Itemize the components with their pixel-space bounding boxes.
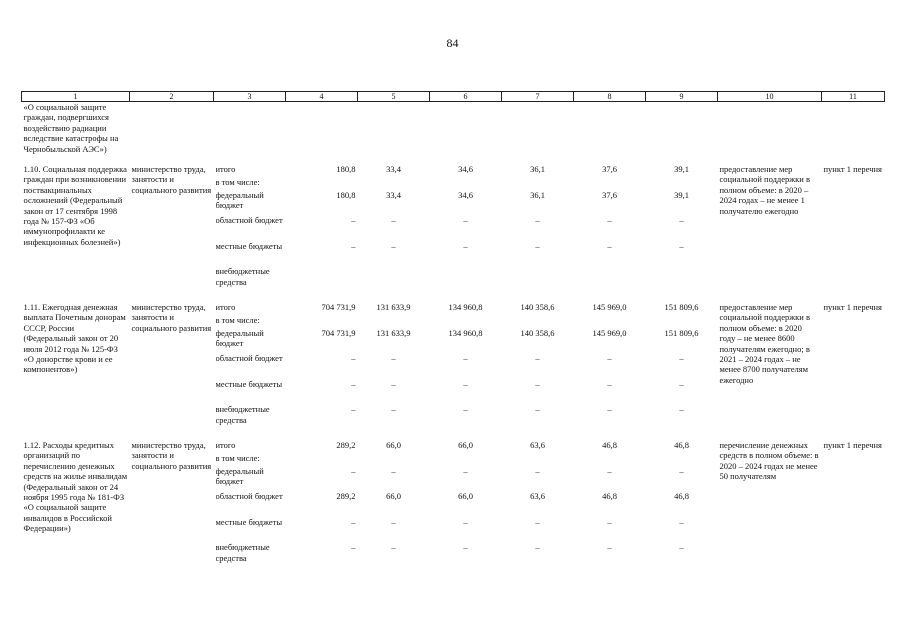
amount-cell	[574, 302, 646, 430]
amount-value: 46,8	[602, 491, 617, 502]
column-number: 9	[646, 92, 718, 102]
amount-value: –	[463, 542, 468, 553]
amount-value: –	[535, 516, 540, 527]
funding-source-label: областной бюджет	[215, 353, 283, 364]
amount-value: –	[535, 240, 540, 251]
amount-value: –	[679, 516, 684, 527]
amount-value: 151 809,6	[664, 327, 699, 338]
measure-name: 1.11. Ежегодная денежная выплата Почетным донорам СССР, России (Федеральный закон от 20 июля 2012 года № 125-ФЗ «О донорстве крови и ее компонентов»)	[23, 302, 126, 375]
amount-value: –	[391, 353, 396, 364]
column-number: 8	[574, 92, 646, 102]
amount-value: –	[463, 240, 468, 251]
amount-value: 63,6	[530, 491, 545, 502]
amount-value: –	[535, 404, 540, 415]
measure-row	[22, 440, 885, 568]
amount-cell	[286, 164, 358, 292]
funding-source-label: областной бюджет	[215, 215, 283, 226]
measure-row	[22, 164, 885, 292]
amount-value: –	[463, 404, 468, 415]
amount-value	[432, 266, 500, 292]
amount-value: 140 358,6	[520, 327, 555, 338]
amount-value	[576, 266, 644, 292]
amount-value	[432, 177, 500, 190]
column-number: 6	[430, 92, 502, 102]
amount-value: –	[463, 465, 468, 476]
column-number: 1	[22, 92, 130, 102]
funding-source-label: федеральный бюджет	[215, 327, 264, 348]
amount-value: –	[679, 404, 684, 415]
amount-value: –	[607, 542, 612, 553]
amount-value: –	[607, 404, 612, 415]
funding-source-labels	[214, 164, 286, 292]
amount-value: –	[351, 404, 356, 415]
continuation-text: «О социальной защите граждан, подвергшихся воздействию радиации вследствие катастрофы на Чернобыльской АЭС»)	[23, 102, 119, 154]
amount-value: –	[535, 542, 540, 553]
amount-value: –	[391, 404, 396, 415]
amount-value: 36,1	[530, 164, 545, 175]
amount-cell	[646, 164, 718, 292]
funding-source-label: местные бюджеты	[215, 378, 283, 389]
amount-cell	[358, 164, 430, 292]
amount-value	[360, 453, 428, 466]
amount-cell	[358, 440, 430, 568]
amount-value: 33,4	[386, 189, 401, 200]
funding-source-label: в том числе:	[215, 314, 260, 325]
amount-value	[288, 266, 356, 292]
column-number: 7	[502, 92, 574, 102]
amount-value: 704 731,9	[321, 302, 356, 312]
funding-source-labels	[214, 440, 286, 568]
amount-value: –	[679, 215, 684, 226]
amount-value	[576, 315, 644, 328]
amount-value: –	[679, 378, 684, 389]
amount-value: –	[351, 465, 356, 476]
amount-cell	[574, 164, 646, 292]
amount-value	[576, 177, 644, 190]
measure-name: 1.12. Расходы кредитных организаций по перечислению денежных средств на жилье инвалидам (Федеральный закон от 24 ноября 1995 года № 181-ФЗ «О социальной защите инвалидов в Российской Федерации»)	[23, 439, 128, 534]
amount-value: 34,6	[458, 189, 473, 200]
funding-source-label: внебюджетные средства	[215, 404, 270, 425]
amount-value	[648, 453, 716, 466]
page-number: 84	[446, 36, 459, 50]
column-number: 5	[358, 92, 430, 102]
amount-value: –	[351, 215, 356, 226]
amount-value	[288, 453, 356, 466]
amount-value: –	[535, 465, 540, 476]
amount-value: –	[607, 215, 612, 226]
funding-source-label: внебюджетные средства	[215, 266, 270, 287]
column-number: 4	[286, 92, 358, 102]
amount-value	[648, 315, 716, 328]
amount-value: 131 633,9	[376, 327, 411, 338]
measure-name: 1.10. Социальная поддержка граждан при возникновении поствакцинальных осложнений (Федеральный закон от 17 сентября 1998 года № 157-ФЗ «Об иммунопрофилакти ке инфекционных болезней»)	[23, 164, 127, 247]
amount-value: 134 960,8	[448, 327, 483, 338]
amount-value: –	[463, 378, 468, 389]
amount-value: –	[535, 215, 540, 226]
amount-value: –	[535, 353, 540, 364]
funding-source-label: местные бюджеты	[215, 240, 283, 251]
amount-cell	[358, 302, 430, 430]
amount-value: 151 809,6	[664, 302, 699, 312]
amount-value: 66,0	[386, 491, 401, 502]
amount-value: –	[391, 516, 396, 527]
amount-value: 46,8	[602, 439, 617, 450]
executor: министерство труда, занятости и социального развития	[131, 164, 212, 195]
funding-source-label: внебюджетные средства	[215, 542, 270, 563]
amount-value: 34,6	[458, 164, 473, 175]
executor: министерство труда, занятости и социального развития	[131, 302, 212, 333]
amount-value: –	[391, 542, 396, 553]
expected-result: предоставление мер социальной поддержки в полном объеме: в 2020 – 2024 годах – не менее 1 получателю ежегодно	[719, 164, 810, 216]
amount-cell	[646, 302, 718, 430]
funding-source-label: в том числе:	[215, 176, 260, 187]
expected-result: предоставление мер социальной поддержки в полном объеме: в 2020 году – не менее 8600 получателям ежегодно; в 2021 – 2024 годах – не менее 8700 получателям ежегодно	[719, 302, 810, 385]
amount-value: 66,0	[458, 439, 473, 450]
funding-source-label: итого	[215, 302, 236, 312]
column-number: 11	[822, 92, 885, 102]
amount-value: –	[463, 353, 468, 364]
funding-source-labels	[214, 302, 286, 430]
amount-value	[576, 453, 644, 466]
amount-value: –	[607, 465, 612, 476]
amount-cell	[502, 302, 574, 430]
amount-value: –	[351, 378, 356, 389]
amount-value: 66,0	[458, 491, 473, 502]
funding-source-label: итого	[215, 164, 236, 175]
amount-value: 46,8	[674, 491, 689, 502]
amount-value	[360, 266, 428, 292]
amount-value	[504, 266, 572, 292]
amount-cell	[430, 440, 502, 568]
amount-value: –	[351, 516, 356, 527]
amount-cell	[574, 440, 646, 568]
amount-value: 289,2	[336, 491, 356, 502]
amount-value: 145 969,0	[592, 302, 627, 312]
funding-source-label: итого	[215, 439, 236, 450]
amount-value: –	[535, 378, 540, 389]
continuation-row	[22, 102, 885, 155]
amount-value: 289,2	[336, 439, 356, 450]
amount-value: –	[351, 542, 356, 553]
column-number: 2	[130, 92, 214, 102]
program-table	[21, 91, 885, 568]
funding-source-label: областной бюджет	[215, 491, 283, 502]
amount-value: –	[351, 240, 356, 251]
funding-source-label: в том числе:	[215, 452, 260, 463]
amount-value: 180,8	[336, 189, 356, 200]
amount-value: 704 731,9	[321, 327, 356, 338]
amount-value: 63,6	[530, 439, 545, 450]
amount-cell	[430, 302, 502, 430]
amount-value: 39,1	[674, 164, 689, 175]
amount-value: –	[679, 240, 684, 251]
amount-value: –	[679, 542, 684, 553]
amount-value: 33,4	[386, 164, 401, 175]
amount-cell	[502, 164, 574, 292]
column-number: 10	[718, 92, 822, 102]
amount-value: –	[391, 215, 396, 226]
amount-value	[432, 315, 500, 328]
measure-row	[22, 302, 885, 430]
amount-value: –	[391, 465, 396, 476]
amount-value: –	[391, 378, 396, 389]
amount-value: –	[607, 240, 612, 251]
amount-value	[360, 177, 428, 190]
amount-value	[504, 177, 572, 190]
amount-value: 180,8	[336, 164, 356, 175]
reference: пункт 1 перечня	[823, 302, 882, 312]
reference: пункт 1 перечня	[823, 439, 882, 450]
amount-value: 131 633,9	[376, 302, 411, 312]
amount-cell	[286, 302, 358, 430]
amount-value	[432, 453, 500, 466]
amount-cell	[286, 440, 358, 568]
amount-value	[504, 315, 572, 328]
amount-value: 46,8	[674, 439, 689, 450]
amount-value: 37,6	[602, 189, 617, 200]
amount-value	[648, 266, 716, 292]
executor: министерство труда, занятости и социального развития	[131, 439, 212, 471]
amount-value: –	[351, 353, 356, 364]
amount-value	[360, 315, 428, 328]
reference: пункт 1 перечня	[823, 164, 882, 175]
amount-value: –	[607, 516, 612, 527]
amount-cell	[646, 440, 718, 568]
funding-source-label: федеральный бюджет	[215, 465, 264, 486]
amount-value: 39,1	[674, 189, 689, 200]
funding-source-label: федеральный бюджет	[215, 189, 264, 211]
column-number: 3	[214, 92, 286, 102]
amount-value	[648, 177, 716, 190]
amount-value: –	[463, 215, 468, 226]
amount-value: –	[463, 516, 468, 527]
expected-result: перечисление денежных средств в полном объеме: в 2020 – 2024 годах не менее 50 получателям	[719, 439, 819, 482]
column-number-row	[22, 92, 885, 102]
amount-value: –	[607, 353, 612, 364]
amount-value: –	[679, 353, 684, 364]
amount-cell	[502, 440, 574, 568]
amount-value	[288, 177, 356, 190]
amount-value: 66,0	[386, 439, 401, 450]
amount-value: 37,6	[602, 164, 617, 175]
amount-value: –	[391, 240, 396, 251]
amount-value: 36,1	[530, 189, 545, 200]
amount-value: 134 960,8	[448, 302, 483, 312]
amount-value	[288, 315, 356, 328]
amount-value: 145 969,0	[592, 327, 627, 338]
amount-value	[504, 453, 572, 466]
funding-source-label: местные бюджеты	[215, 516, 283, 527]
amount-cell	[430, 164, 502, 292]
amount-value: –	[679, 465, 684, 476]
amount-value: 140 358,6	[520, 302, 555, 312]
amount-value: –	[607, 378, 612, 389]
